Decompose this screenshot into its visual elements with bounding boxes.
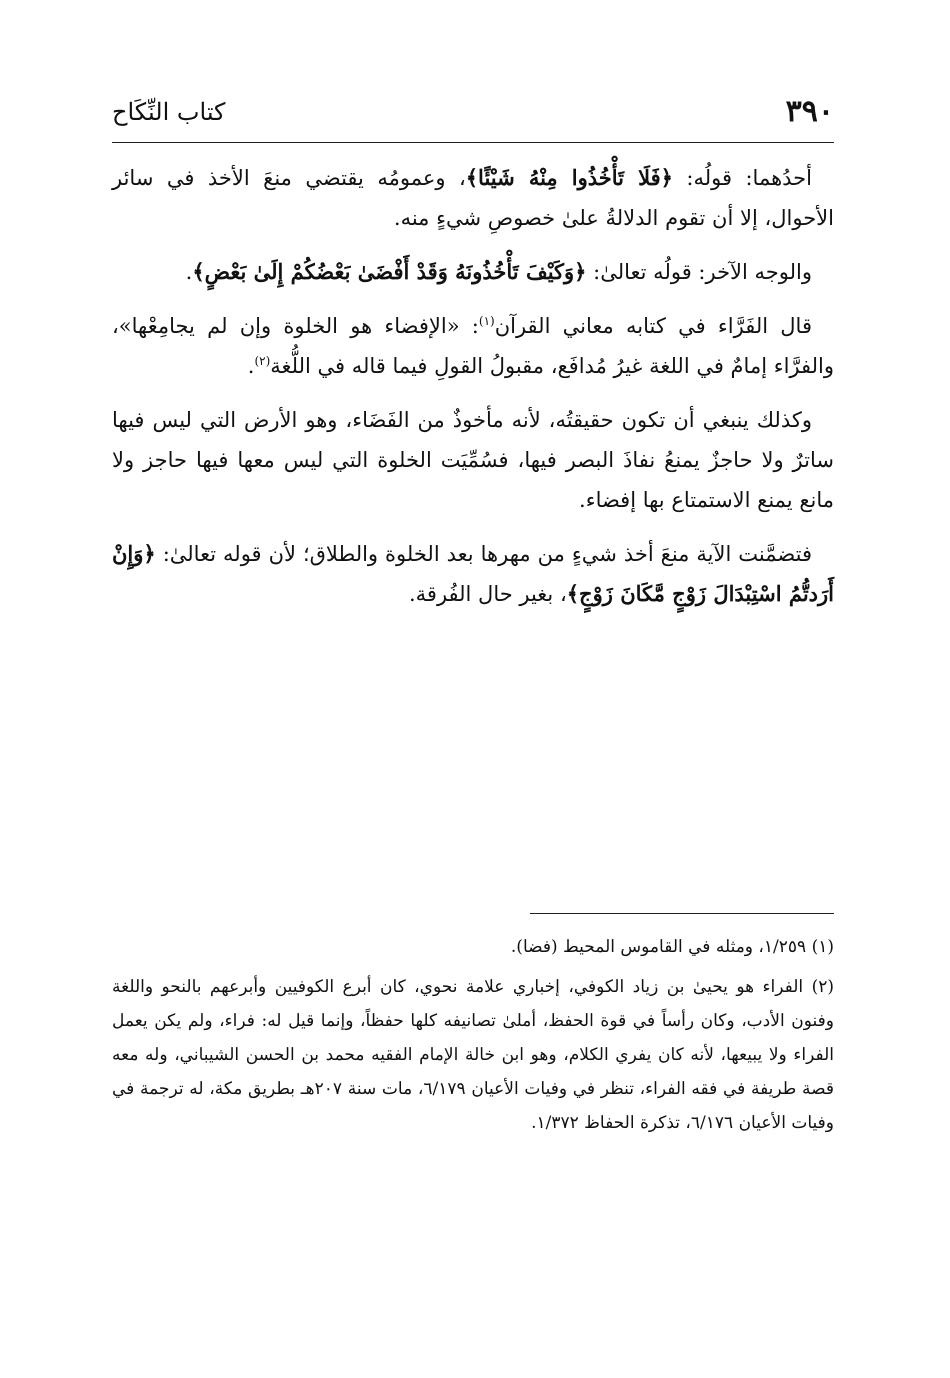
paragraph	[112, 306, 834, 386]
quran-verse: ﴿وَإِنْ أَرَدتُّمُ اسْتِبْدَالَ زَوْجٍ مَّكَانَ زَوْجٍ﴾	[112, 541, 834, 606]
paragraph	[112, 158, 834, 238]
paragraph-text: : «الإفضاء هو الخلوة وإن لم يجامِعْها»، والفرَّاء إمامٌ في اللغة غيرُ مُدافَع، مقبولُ القولِ فيما قاله في اللُّغة	[112, 314, 834, 378]
main-text	[112, 158, 834, 628]
paragraph-text: ، وعمومُه يقتضي منعَ الأخذ في سائر الأحوال، إلا أن تقوم الدلالةُ علىٰ خصوصِ شيءٍ منه.	[112, 166, 834, 230]
footnote-divider	[530, 913, 834, 914]
paragraph-text: فتضمَّنت الآية منعَ أخذ شيءٍ من مهرها بعد الخلوة والطلاق؛ لأن قوله تعالىٰ:	[155, 542, 812, 566]
footnote: (٢) الفراء هو يحيىٰ بن زياد الكوفي، إخباري علامة نحوي، كان أبرع الكوفيين وأبرعهم بالنحو واللغة وفنون الأدب، وكان رأساً في قوة الحفظ، أملىٰ تصانيفه كلها حفظاً، وإنما قيل له: فراء، ولم يكن يعمل الفراء ولا يبيعها، لأنه كان يفري الكلام، وهو ابن خالة الإمام الفقيه محمد بن الحسن الشيباني، وله معه قصة طريفة في فقه الفراء، تنظر في وفيات الأعيان ٦/١٧٩، مات سنة ٢٠٧هـ بطريق مكة، له ترجمة في وفيات الأعيان ٦/١٧٦، تذكرة الحفاظ ١/٣٧٢.	[112, 977, 835, 1133]
header-divider	[112, 142, 834, 143]
footnotes	[112, 930, 834, 1146]
footnote-ref: (١)	[478, 314, 495, 328]
paragraph-text: أحدُهما: قولُه:	[672, 166, 812, 190]
paragraph	[112, 534, 834, 614]
footnote-ref: (٢)	[254, 354, 271, 368]
paragraph-text: ، بغير حال الفُرقة.	[408, 582, 567, 606]
quran-verse: ﴿فَلَا تَأْخُذُوا مِنْهُ شَيْئًا﴾	[465, 165, 673, 190]
paragraph-text: .	[247, 354, 255, 378]
page-number: ٣٩٠	[785, 94, 834, 129]
paragraph	[112, 400, 834, 520]
quran-verse: ﴿وَكَيْفَ تَأْخُذُونَهُ وَقَدْ أَفْضَىٰ بَعْضُكُمْ إِلَىٰ بَعْضٍ﴾	[192, 259, 587, 284]
paragraph-text: .	[185, 260, 193, 284]
paragraph	[112, 252, 834, 292]
paragraph-text: والوجه الآخر: قولُه تعالىٰ:	[586, 260, 812, 284]
paragraph-text: قال الفَرَّاء في كتابه معاني القرآن	[494, 314, 812, 338]
page-header	[112, 92, 834, 142]
paragraph-text: وكذلك ينبغي أن تكون حقيقتُه، لأنه مأخوذٌ من الفَضَاء، وهو الأرض التي ليس فيها ساترٌ ولا حاجزٌ يمنعُ نفاذَ البصر فيها، فسُمِّيَت الخلوة التي ليس معها فيها حاجز ولا مانع يمنع الاستمتاع بها إفضاء.	[112, 408, 834, 512]
footnote: (١) ١/٢٥٩، ومثله في القاموس المحيط (فضا).	[510, 937, 834, 957]
running-title: كتاب النِّكَاح	[112, 98, 226, 126]
